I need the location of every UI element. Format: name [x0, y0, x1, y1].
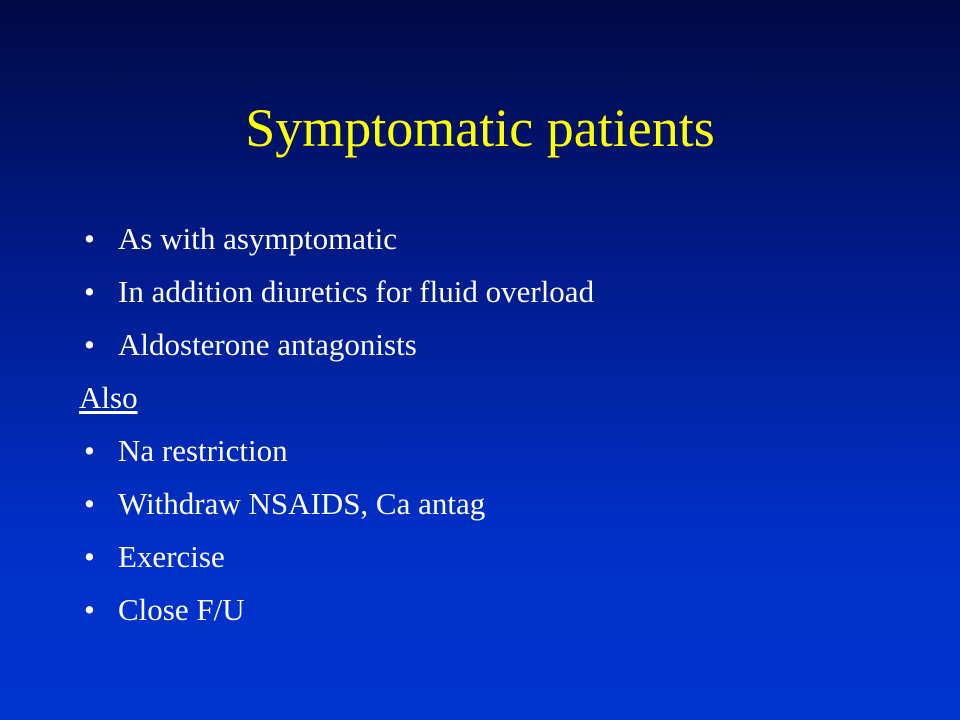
bullet-icon: •	[84, 592, 95, 627]
bullet-icon: •	[84, 486, 95, 521]
bullet-text: In addition diuretics for fluid overload	[118, 274, 595, 309]
bullet-item	[84, 318, 904, 371]
bullet-icon: •	[84, 433, 95, 468]
slide-title: Symptomatic patients	[245, 98, 715, 158]
bullet-item	[84, 265, 904, 318]
bullet-icon: •	[84, 221, 95, 256]
bullet-text: Close F/U	[118, 592, 245, 627]
bullet-item	[84, 477, 904, 530]
bullet-text: Withdraw NSAIDS, Ca antag	[118, 486, 486, 521]
bullet-icon: •	[84, 327, 95, 362]
bullet-text: Exercise	[118, 539, 225, 574]
bullet-text: As with asymptomatic	[118, 221, 397, 256]
bullet-icon: •	[84, 539, 95, 574]
section-heading-text: Also	[79, 380, 138, 415]
bullet-item	[84, 583, 904, 636]
bullet-text: Aldosterone antagonists	[118, 327, 417, 362]
bullet-item	[84, 212, 904, 265]
slide-body	[79, 212, 904, 636]
section-heading	[79, 371, 904, 424]
bullet-item	[84, 424, 904, 477]
bullet-icon: •	[84, 274, 95, 309]
bullet-item	[84, 530, 904, 583]
bullet-text: Na restriction	[118, 433, 288, 468]
